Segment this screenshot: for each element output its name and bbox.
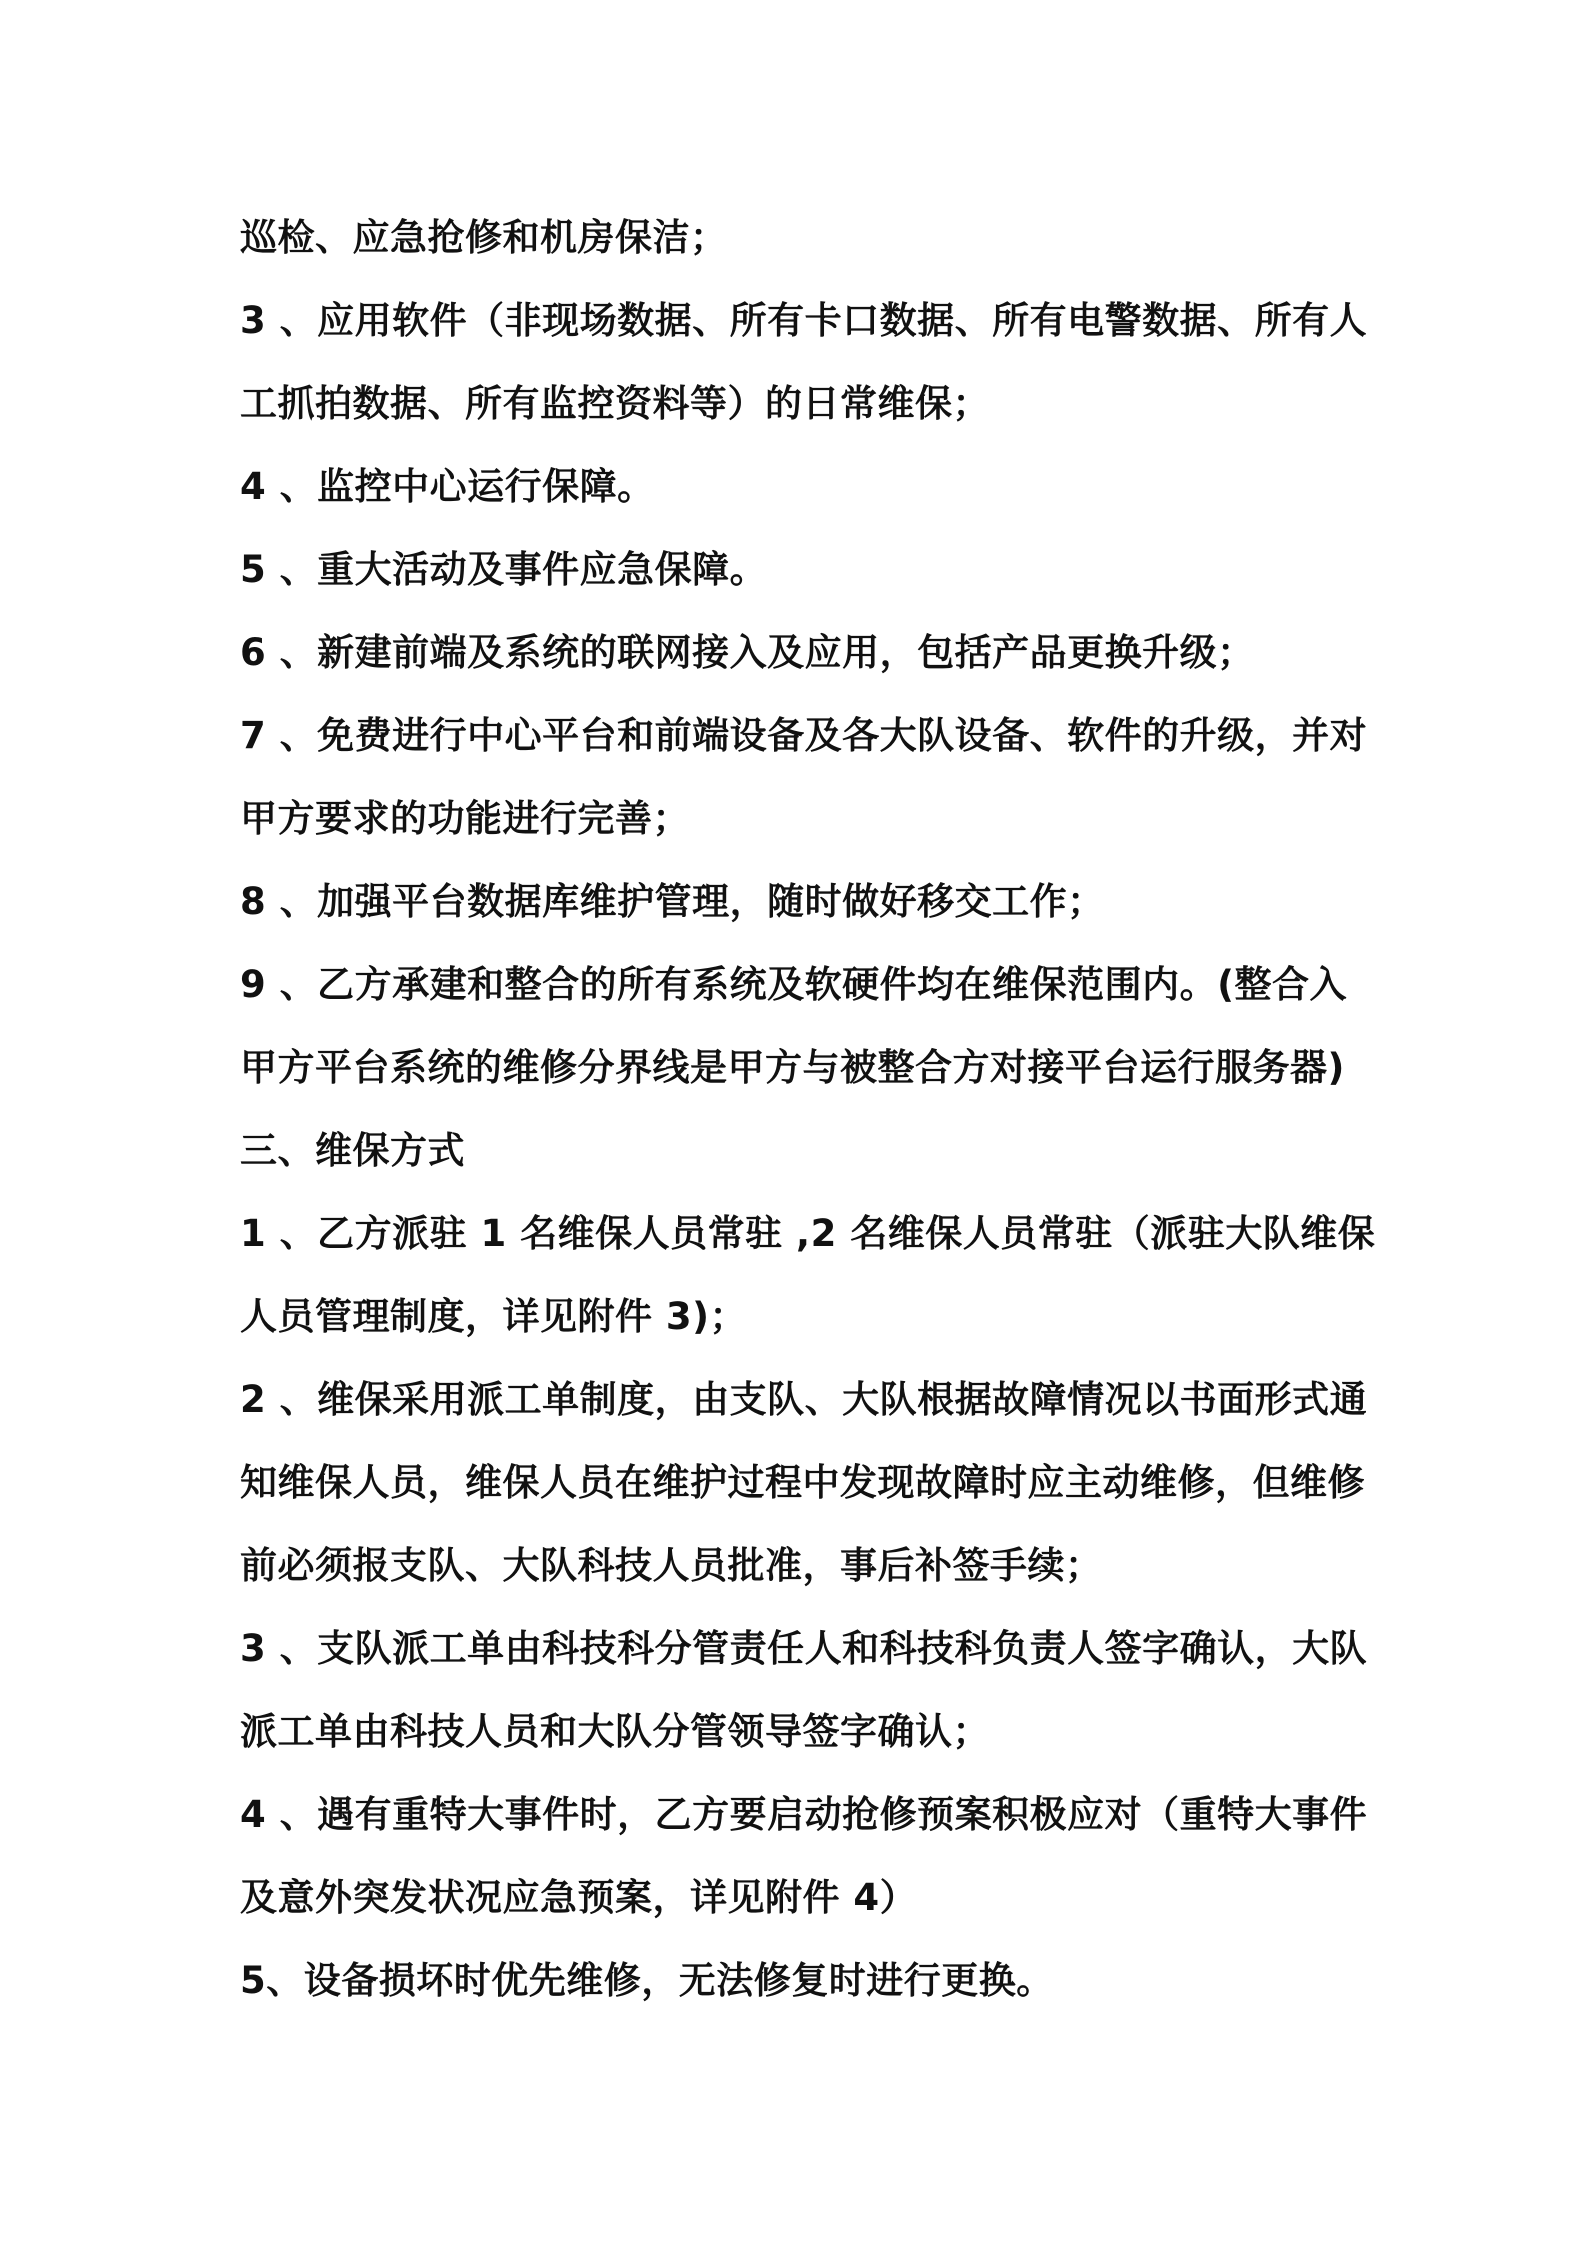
- text-line: 5 、重大活动及事件应急保障。: [240, 548, 768, 591]
- text-line: 巡检、应急抢修和机房保洁；: [240, 216, 728, 259]
- document-body: [240, 196, 1376, 2022]
- text-line: 人员管理制度，详见附件 3)；: [240, 1295, 748, 1338]
- text-line: 派工单由科技人员和大队分管领导签字确认；: [240, 1710, 990, 1753]
- text-line: 6 、新建前端及系统的联网接入及应用，包括产品更换升级；: [240, 631, 1255, 674]
- text-line: 9 、乙方承建和整合的所有系统及软硬件均在维保范围内。(整合入: [240, 963, 1348, 1006]
- text-line: 甲方要求的功能进行完善；: [240, 797, 690, 840]
- section-heading: 三、维保方式: [240, 1129, 465, 1172]
- text-line: 3 、应用软件（非现场数据、所有卡口数据、所有电警数据、所有人: [240, 299, 1368, 342]
- text-line: 前必须报支队、大队科技人员批准，事后补签手续；: [240, 1544, 1103, 1587]
- text-line: 及意外突发状况应急预案，详见附件 4）: [240, 1876, 918, 1919]
- text-line: 1 、乙方派驻 1 名维保人员常驻 ,2 名维保人员常驻（派驻大队维保: [240, 1212, 1376, 1255]
- text-line: 2 、维保采用派工单制度，由支队、大队根据故障情况以书面形式通: [240, 1378, 1368, 1421]
- text-line: 知维保人员，维保人员在维护过程中发现故障时应主动维修，但维修: [240, 1461, 1365, 1504]
- text-line: 工抓拍数据、所有监控资料等）的日常维保；: [240, 382, 990, 425]
- text-line: 甲方平台系统的维修分界线是甲方与被整合方对接平台运行服务器): [240, 1046, 1345, 1089]
- text-line: 7 、免费进行中心平台和前端设备及各大队设备、软件的升级，并对: [240, 714, 1368, 757]
- text-line: 5、设备损坏时优先维修，无法修复时进行更换。: [240, 1959, 1054, 2002]
- text-line: 8 、加强平台数据库维护管理，随时做好移交工作；: [240, 880, 1105, 923]
- text-line: 4 、监控中心运行保障。: [240, 465, 655, 508]
- text-line: 3 、支队派工单由科技科分管责任人和科技科负责人签字确认，大队: [240, 1627, 1368, 1670]
- text-line: 4 、遇有重特大事件时，乙方要启动抢修预案积极应对（重特大事件: [240, 1793, 1368, 1836]
